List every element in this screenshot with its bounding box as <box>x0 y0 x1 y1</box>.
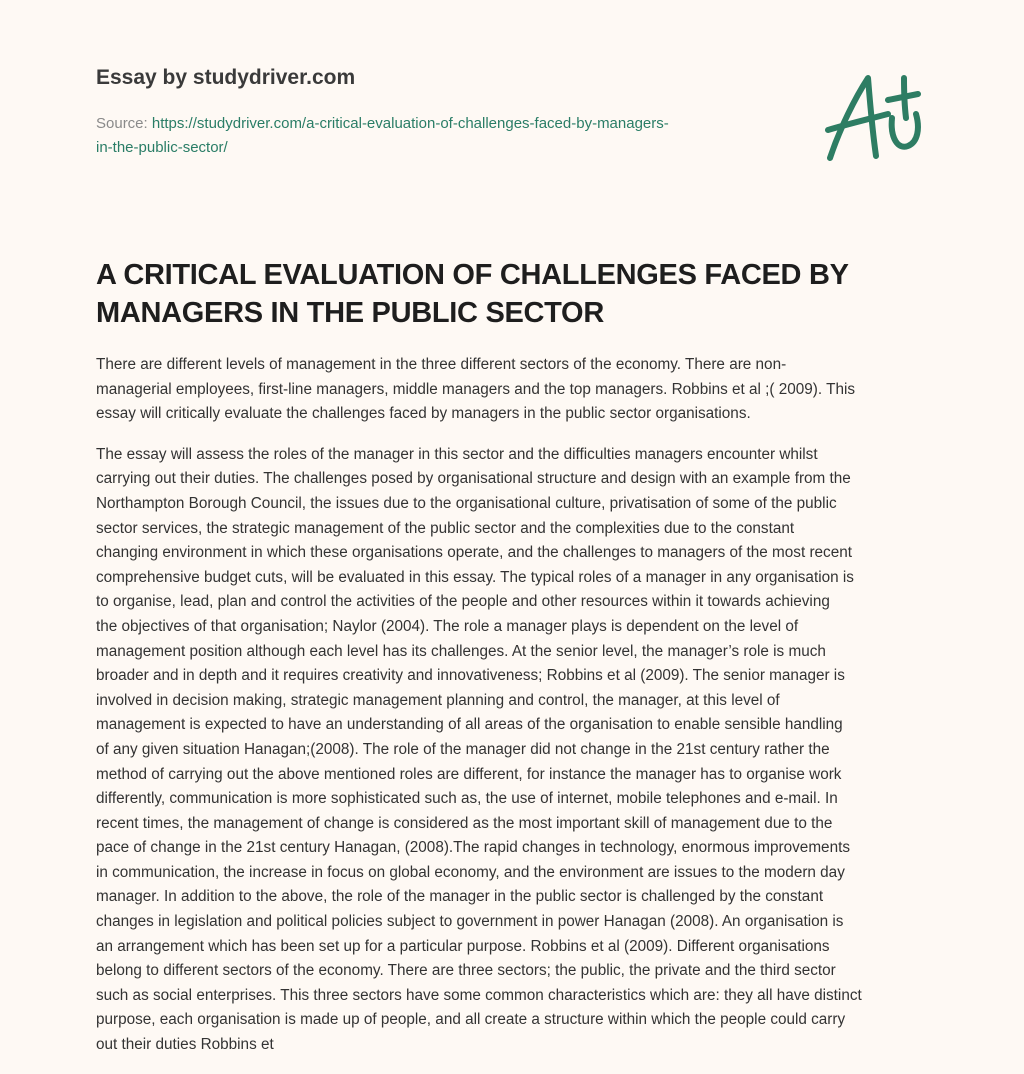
paragraph-line: pace of change in the 21st century Hanagan, (2008).The rapid changes in technology, enormous improvements <box>96 839 850 857</box>
paragraph-line: such as social enterprises. This three sectors have some common characteristics which are: they all have distinct <box>96 986 862 1004</box>
paragraph-line: broader and in depth and it requires creativity and innovativeness; Robbins et al (2009). The senior manager is <box>96 667 845 685</box>
essay-title: A CRITICAL EVALUATION OF CHALLENGES FACED BY MANAGERS IN THE PUBLIC SECTOR <box>96 259 849 329</box>
essay-body <box>96 353 936 1074</box>
paragraph-line: differently, communication is more sophisticated such as, the use of internet, mobile telephones and e-mail. In <box>96 790 838 808</box>
source-link[interactable] <box>96 115 669 156</box>
paragraph-line: in communication, the increase in focus on global economy, and the environment are issues to the modern day <box>96 863 845 881</box>
source-link-line-2: in-the-public-sector/ <box>96 139 228 156</box>
paragraph-line: managerial employees, first-line managers, middle managers and the top managers. Robbins et al ;( 2009). This <box>96 380 856 398</box>
paragraph-line: the objectives of that organisation; Naylor (2004). The role a manager plays is dependent on the level of <box>96 617 799 635</box>
paragraph-line: an arrangement which has been set up for a particular purpose. Robbins et al (2009). Different organisations <box>96 937 830 955</box>
paragraph-line: out their duties Robbins et <box>96 1036 274 1054</box>
paragraph-line: to organise, lead, plan and control the activities of the people and other resources within it towards achieving <box>96 593 830 611</box>
paragraph-line: carrying out their duties. The challenges posed by organisational structure and design with an example from the <box>96 470 851 488</box>
paragraph-line: belong to different sectors of the economy. There are three sectors; the public, the private and the third sector <box>96 962 836 980</box>
paragraph-line: management position although each level has its challenges. At the senior level, the manager’s role is much <box>96 642 826 660</box>
paragraph-line: The essay will assess the roles of the manager in this sector and the difficulties managers encounter whilst <box>96 445 818 463</box>
source-line <box>96 112 776 160</box>
paragraph-line: involved in decision making, strategic management planning and control, the manager, at this level of <box>96 691 780 709</box>
paragraph-line: sector services, the strategic management of the public sector and the complexities due to the constant <box>96 519 795 537</box>
paragraph-2 <box>96 443 936 1058</box>
paragraph-line: purpose, each organisation is made up of people, and all create a structure within which the people could carry <box>96 1011 846 1029</box>
source-label: Source: <box>96 115 148 132</box>
source-link-line-1: https://studydriver.com/a-critical-evaluation-of-challenges-faced-by-managers- <box>151 115 669 132</box>
paragraph-line: essay will critically evaluate the challenges faced by managers in the public sector organisations. <box>96 405 751 423</box>
paragraph-1 <box>96 353 936 427</box>
a-plus-logo-icon <box>820 68 930 168</box>
paragraph-line: manager. In addition to the above, the role of the manager in the public sector is challenged by the constant <box>96 888 824 906</box>
paragraph-line: comprehensive budget cuts, will be evaluated in this essay. The typical roles of a manager in any organisation is <box>96 568 854 586</box>
paragraph-line: changing environment in which these organisations operate, and the challenges to managers of the most recent <box>96 544 852 562</box>
paragraph-line: There are different levels of management in the three different sectors of the economy. There are non- <box>96 356 787 373</box>
paragraph-line: Northampton Borough Council, the issues due to the organisational culture, privatisation of some of the public <box>96 494 837 512</box>
paragraph-line: of any given situation Hanagan;(2008). The role of the manager did not change in the 21st century rather the <box>96 740 830 758</box>
paragraph-line: management is expected to have an understanding of all areas of the organisation to enable sensible handling <box>96 716 843 734</box>
paragraph-line: changes in legislation and political policies subject to government in power Hanagan (2008). An organisation is <box>96 913 844 931</box>
paragraph-line: recent times, the management of change is considered as the most important skill of management due to the <box>96 814 833 832</box>
site-brand: Essay by studydriver.com <box>96 66 356 89</box>
paragraph-line: method of carrying out the above mentioned roles are different, for instance the manager has to organise work <box>96 765 842 783</box>
